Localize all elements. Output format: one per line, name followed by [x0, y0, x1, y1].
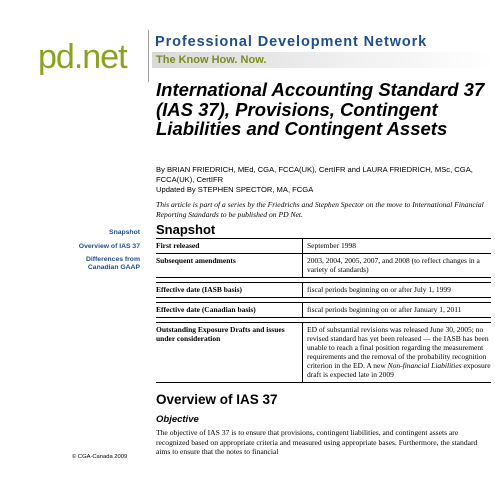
row-value: September 1998 — [302, 239, 491, 253]
row-label: Subsequent amendments — [156, 256, 236, 265]
snapshot-heading: Snapshot — [156, 222, 216, 237]
tagline: The Know How. Now. — [156, 54, 267, 66]
row-label: First released — [156, 241, 200, 250]
row-value: fiscal periods beginning on or after January 1, 2011 — [302, 303, 491, 317]
sidebar-link-overview[interactable]: Overview of IAS 37 — [78, 243, 140, 250]
value-text: ED of substantial revisions was released June 30, 2005; no revised standard has yet been released — the IASB has been unable to reach a final position regarding the measurement requirements and the removal of the probability recognition criterion in the ED. A new — [307, 325, 489, 370]
value-text-end: exposure draft is expected late in 2009 — [307, 361, 491, 379]
table-row — [156, 254, 491, 278]
table-row — [156, 238, 491, 254]
value-emphasis: Non-financial Liabilities — [387, 361, 462, 370]
row-value: 2003, 2004, 2005, 2007, and 2008 (to reflect changes in a variety of standards) — [302, 254, 491, 277]
sidebar-link-snapshot[interactable]: Snapshot — [109, 229, 140, 236]
updated-line: Updated By STEPHEN SPECTOR, MA, FCGA — [156, 185, 314, 194]
pd-net-logo — [38, 38, 143, 78]
objective-heading: Objective — [156, 414, 199, 425]
row-value — [302, 323, 491, 382]
copyright: © CGA-Canada 2009 — [72, 454, 128, 460]
table-row — [156, 302, 491, 318]
snapshot-table — [156, 238, 491, 383]
row-label: Outstanding Exposure Drafts and issues under consideration — [156, 325, 285, 343]
table-row — [156, 282, 491, 298]
row-label: Effective date (IASB basis) — [156, 285, 243, 294]
table-row — [156, 322, 491, 383]
objective-text: The objective of IAS 37 is to ensure that provisions, contingent liabilities, and contingent assets are recognized based on appropriate criteria and measured using appropriate bases. Furthermore, the standard aims to ensure that the notes to financial — [156, 428, 478, 456]
intro-note: This article is part of a series by the Friedrichs and Stephen Spector on the move to International Financial Reporting Standards to be published on PD Net. — [156, 200, 484, 219]
overview-heading: Overview of IAS 37 — [156, 392, 278, 407]
logo-text: pd.net — [38, 38, 127, 76]
row-label: Effective date (Canadian basis) — [156, 305, 256, 314]
row-value: fiscal periods beginning on or after July 1, 1999 — [302, 283, 491, 297]
document-title: International Accounting Standard 37 (IAS 37), Provisions, Contingent Liabilities and Contingent Assets — [156, 79, 485, 139]
header-divider — [148, 30, 149, 82]
sidebar-link-differences[interactable]: Differences from Canadian GAAP — [85, 256, 140, 271]
network-title: Professional Development Network — [155, 34, 428, 50]
author-line: By BRIAN FRIEDRICH, MEd, CGA, FCCA(UK), CertIFR and LAURA FRIEDRICH, MSc, CGA, FCCA(UK), CertIFR — [156, 165, 473, 184]
